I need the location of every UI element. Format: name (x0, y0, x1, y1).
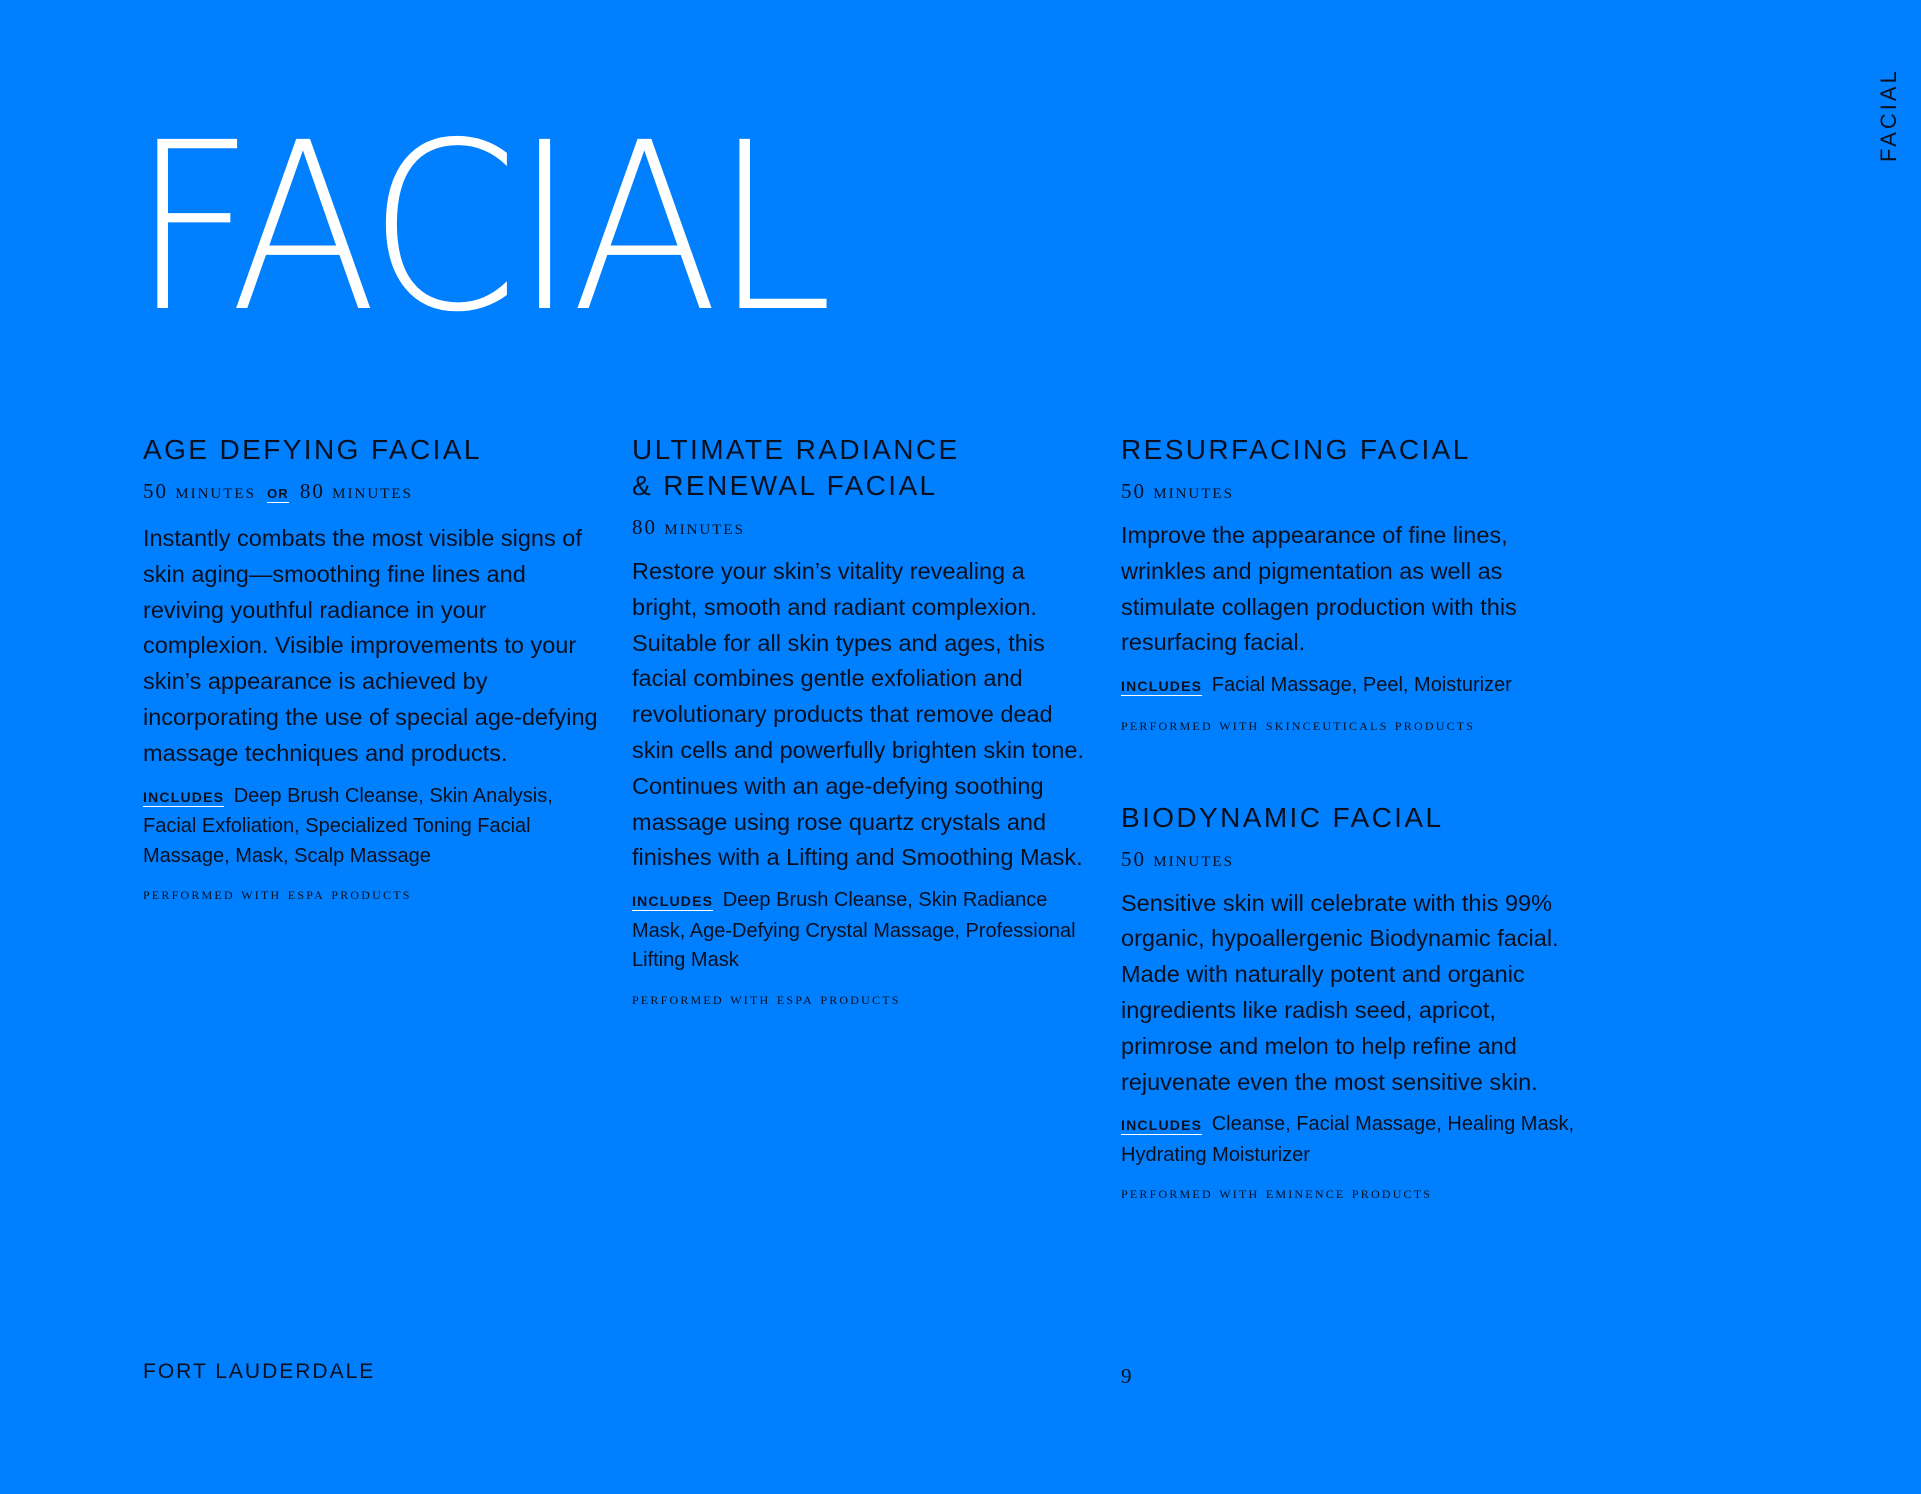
column-3 (1121, 432, 1581, 1268)
service-name: AGE DEFYING FACIAL (143, 434, 482, 465)
performed-with: performed with espa products (143, 884, 412, 904)
performed-with: performed with eminence products (1121, 1183, 1433, 1203)
service-biodynamic-facial (1121, 800, 1581, 1207)
service-duration: 50 minutes (1121, 846, 1234, 871)
duration-option-1: 50 minutes (143, 479, 256, 503)
section-side-label: FACIAL (1876, 68, 1901, 162)
service-includes (632, 886, 1092, 976)
service-description: Instantly combats the most visible signs of skin aging—smoothing fine lines and reviving youthful radiance in your complexion. Visible improvements to your skin’s appearance is achieved by incorporating the use of special age-defying massage techniques and products. (143, 525, 598, 766)
duration-option-2: 80 minutes (299, 479, 413, 503)
service-includes (1121, 671, 1581, 702)
service-duration: 50 minutes (1121, 479, 1234, 503)
includes-label: INCLUDES (143, 788, 225, 805)
includes-list: Deep Brush Cleanse, Skin Radiance Mask, Age-Defying Crystal Massage, Professional Lifting Mask (632, 889, 1076, 972)
service-name: ULTIMATE RADIANCE & RENEWAL FACIAL (632, 434, 960, 501)
performed-with: performed with skinceuticals products (1121, 714, 1476, 734)
service-description: Restore your skin’s vitality revealing a bright, smooth and radiant complexion. Suitable for all skin types and ages, this facial combines gentle exfoliation and revolutionary products that remove dead skin cells and powerfully brighten skin tone. Continues with an age-defying soothing massage using rose quartz crystals and finishes with a Lifting and Smoothing Mask. (632, 558, 1084, 871)
footer-location: FORT LAUDERDALE (143, 1360, 376, 1383)
service-name: BIODYNAMIC FACIAL (1121, 801, 1444, 833)
service-duration: 80 minutes (632, 515, 745, 539)
service-description: Improve the appearance of fine lines, wrinkles and pigmentation as well as stimulate collagen production with this resurfacing facial. (1121, 522, 1517, 656)
column-2 (632, 432, 1092, 1074)
service-duration (143, 478, 603, 507)
service-ultimate-radiance-facial (632, 432, 1092, 1012)
includes-label: INCLUDES (1121, 678, 1203, 695)
includes-label: INCLUDES (632, 893, 714, 910)
page-number: 9 (1121, 1364, 1132, 1388)
column-1 (143, 432, 603, 969)
service-resurfacing-facial (1121, 432, 1581, 738)
includes-list: Cleanse, Facial Massage, Healing Mask, Hydrating Moisturizer (1121, 1113, 1575, 1166)
service-age-defying-facial (143, 432, 603, 907)
includes-list: Facial Massage, Peel, Moisturizer (1211, 674, 1512, 697)
duration-or: OR (267, 486, 289, 501)
service-description: Sensitive skin will celebrate with this 99% organic, hypoallergenic Biodynamic facial. Made with naturally potent and organic ingredients like radish seed, apricot, primrose and melon to help refine and rejuvenate even the most sensitive skin. (1121, 889, 1559, 1095)
includes-list: Deep Brush Cleanse, Skin Analysis, Facial Exfoliation, Specialized Toning Facial Massage, Mask, Scalp Massage (143, 784, 553, 867)
page-title: FACIAL (131, 93, 828, 363)
service-name: RESURFACING FACIAL (1121, 434, 1471, 465)
service-includes (1121, 1110, 1581, 1170)
service-includes (143, 782, 603, 872)
performed-with: performed with espa products (632, 988, 901, 1008)
includes-label: INCLUDES (1121, 1117, 1203, 1134)
